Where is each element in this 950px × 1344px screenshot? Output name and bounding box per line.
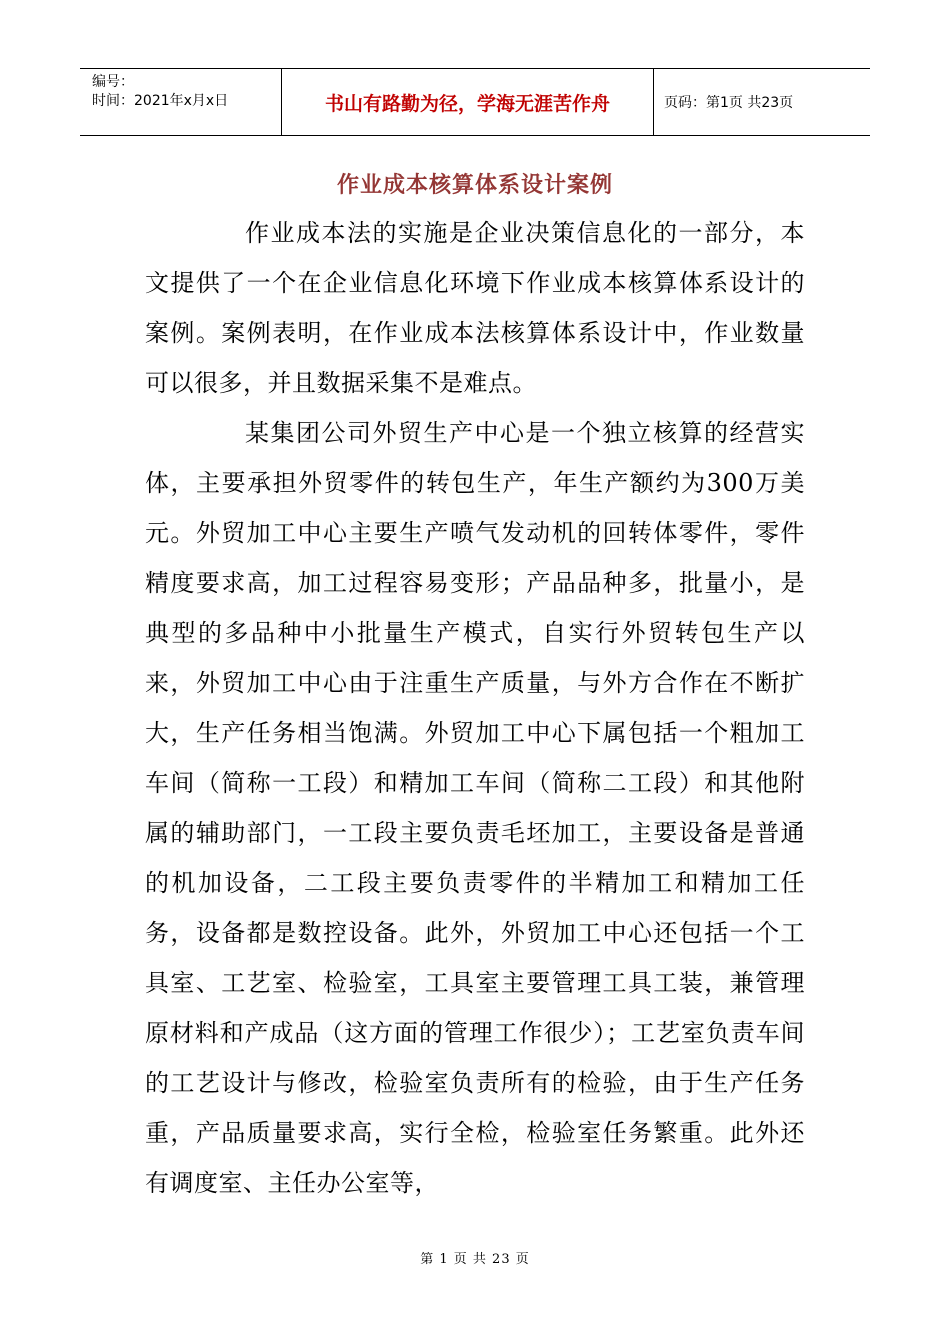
paragraph: 作业成本法的实施是企业决策信息化的一部分，本文提供了一个在企业信息化环境下作业成本核算体系设计的案例。案例表明，在作业成本法核算体系设计中，作业数量可以很多，并且数据采集不是难点。 (145, 219, 805, 397)
header-page-info: 页码：第1页 共23页 (664, 95, 794, 111)
header-table (80, 68, 870, 136)
document-time-label: 时间：2021年x月x日 (92, 93, 229, 109)
page-footer: 第 1 页 共 23 页 (420, 1252, 530, 1267)
paragraph: 某集团公司外贸生产中心是一个独立核算的经营实体，主要承担外贸零件的转包生产，年生产额约为300万美元。外贸加工中心主要生产喷气发动机的回转体零件，零件精度要求高，加工过程容易变形；产品品种多，批量小，是典型的多品种中小批量生产模式，自实行外贸转包生产以来，外贸加工中心由于注重生产质量，与外方合作在不断扩大，生产任务相当饱满。外贸加工中心下属包括一个粗加工车间（简称一工段）和精加工车间（简称二工段）和其他附属的辅助部门，一工段主要负责毛坯加工，主要设备是普通的机加设备，二工段主要负责零件的半精加工和精加工任务，设备都是数控设备。此外，外贸加工中心还包括一个工具室、工艺室、检验室，工具室主要管理工具工装，兼管理原材料和产成品（这方面的管理工作很少）；工艺室负责车间的工艺设计与修改，检验室负责所有的检验，由于生产任务重，产品质量要求高，实行全检，检验室任务繁重。此外还有调度室、主任办公室等， (145, 419, 805, 1197)
header-meta-cell (80, 69, 282, 135)
document-title: 作业成本核算体系设计案例 (336, 173, 613, 198)
header-motto: 书山有路勤为径，学海无涯苦作舟 (282, 69, 654, 135)
document-number-label: 编号： (92, 74, 134, 90)
document-body (145, 208, 805, 1208)
